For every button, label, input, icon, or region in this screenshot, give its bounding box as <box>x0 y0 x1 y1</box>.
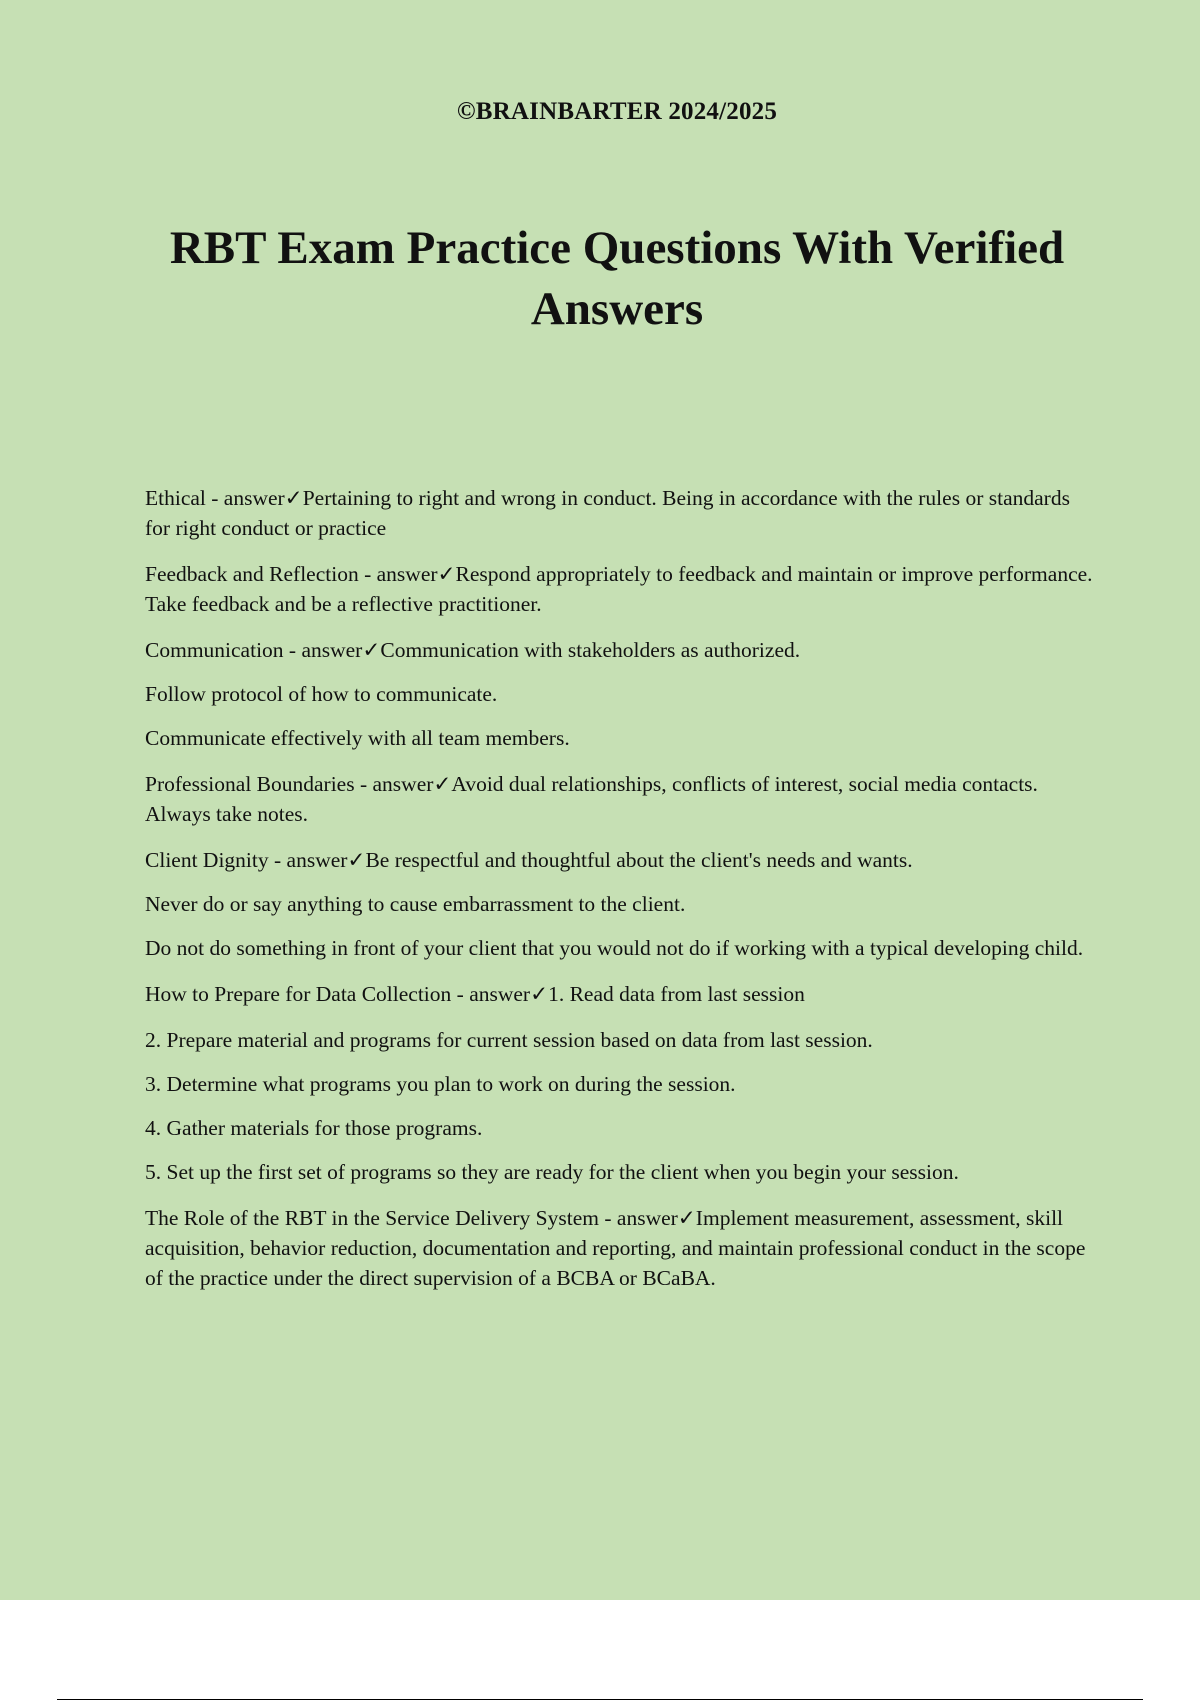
list-item-step-5: 5. Set up the first set of programs so they are ready for the client when you begin your session. <box>145 1160 959 1184</box>
list-item-step-2: 2. Prepare material and programs for current session based on data from last session. <box>145 1028 873 1052</box>
paragraph-communication: Communication - answer✓Communication with stakeholders as authorized. <box>145 638 801 662</box>
paragraph-embarrassment: Never do or say anything to cause embarrassment to the client. <box>145 892 686 916</box>
paragraph-rbt-role: The Role of the RBT in the Service Delivery System - answer✓Implement measurement, assessment, skill acquisition, behavior reduction, documentation and reporting, and maintain professional conduct in the scope of the practice under the direct supervision of a BCBA or BCaBA. <box>145 1206 1086 1290</box>
paragraph-feedback: Feedback and Reflection - answer✓Respond appropriately to feedback and maintain or improve performance. Take feedback and be a reflective practitioner. <box>145 562 1093 616</box>
paragraph-boundaries: Professional Boundaries - answer✓Avoid dual relationships, conflicts of interest, social media contacts. Always take notes. <box>145 772 1038 826</box>
document-title: RBT Exam Practice Questions With Verified Answers <box>169 222 1065 335</box>
paragraph-typical-child: Do not do something in front of your client that you would not do if working with a typical developing child. <box>145 936 1084 960</box>
document-body <box>145 483 1095 1309</box>
paragraph-data-collection: How to Prepare for Data Collection - answer✓1. Read data from last session <box>145 982 805 1006</box>
list-item-step-4: 4. Gather materials for those programs. <box>145 1116 483 1140</box>
paragraph-protocol: Follow protocol of how to communicate. <box>145 682 498 706</box>
paragraph-dignity: Client Dignity - answer✓Be respectful and thoughtful about the client's needs and wants. <box>145 848 913 872</box>
paragraph-ethical: Ethical - answer✓Pertaining to right and wrong in conduct. Being in accordance with the rules or standards for right conduct or practice <box>145 486 1070 540</box>
copyright-header: ©BRAINBARTER 2024/2025 <box>456 98 778 125</box>
paragraph-team: Communicate effectively with all team members. <box>145 726 570 750</box>
list-item-step-3: 3. Determine what programs you plan to work on during the session. <box>145 1072 736 1096</box>
